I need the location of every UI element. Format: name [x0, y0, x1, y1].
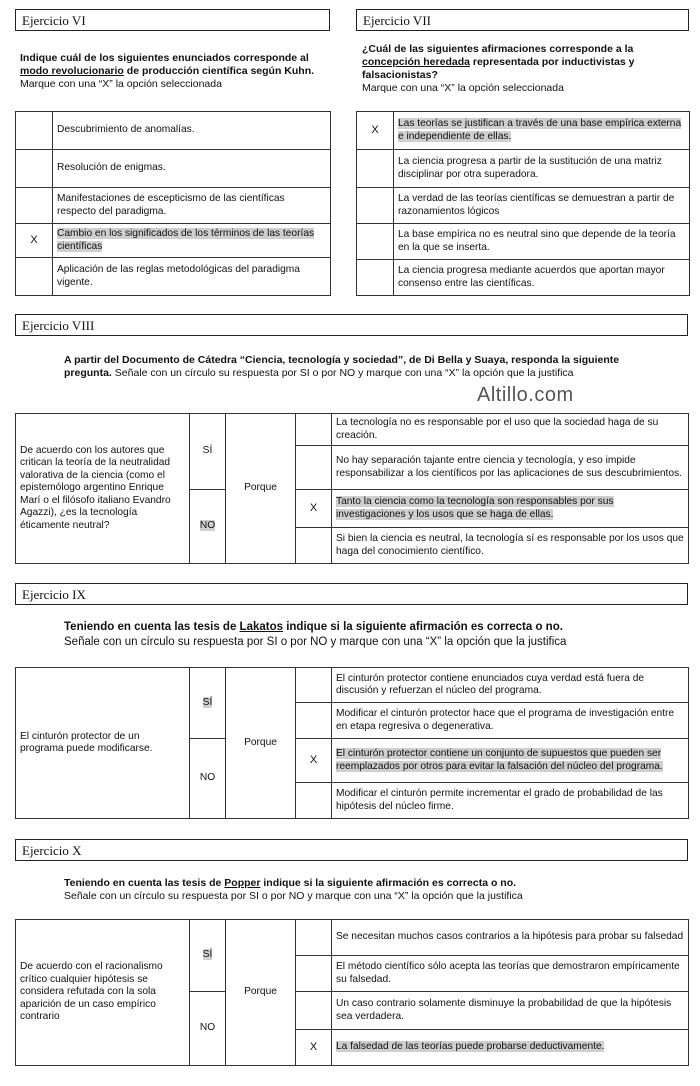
option-mark-cell[interactable]	[296, 528, 332, 564]
porque-label: Porque	[226, 414, 296, 564]
option-text-cell	[332, 490, 689, 528]
option-text-cell	[394, 112, 690, 150]
exercise-7-title: Ejercicio VII	[356, 9, 689, 31]
option-text: La ciencia progresa a partir de la sustitución de una matriz disciplinar por otra superadora.	[394, 150, 690, 188]
option-text-cell	[332, 739, 689, 783]
option-mark-cell[interactable]: X	[357, 112, 394, 150]
option-mark-cell[interactable]	[296, 414, 332, 446]
answer-si[interactable]: SÍ	[190, 414, 226, 490]
option-text-cell	[53, 224, 331, 258]
option-mark-cell[interactable]	[357, 260, 394, 296]
answer-si: SÍ	[202, 949, 213, 961]
exercise-6-options-table	[15, 111, 331, 296]
option-row[interactable]	[16, 188, 331, 224]
answer-si-cell[interactable]	[190, 668, 226, 739]
statement-cell: De acuerdo con los autores que critican la teoría de la neutralidad valorativa de la ciencia (como el epistemólogo argentino Enrique Marí o el filósofo italiano Evandro Agazzi), ¿es la tecnología éticamente neutral?	[16, 414, 190, 564]
option-mark-cell[interactable]	[296, 783, 332, 819]
option-text: Modificar el cinturón protector hace que el programa de investigación entre en etapa regresiva o degenerativa.	[332, 703, 689, 739]
option-mark-cell[interactable]	[296, 992, 332, 1030]
option-text: No hay separación tajante entre ciencia y tecnología, y eso impide responsabilizar a los científicos por las aplicaciones de sus descubrimientos.	[332, 446, 689, 490]
option-row[interactable]	[357, 188, 690, 224]
exercise-10-table	[15, 919, 689, 1066]
option-mark-cell[interactable]	[16, 112, 53, 150]
porque-label: Porque	[226, 668, 296, 819]
exercise-8-question: A partir del Documento de Cátedra “Ciencia, tecnología y sociedad”, de Di Bella y Suaya, responda la siguiente pregunta. Señale con un círculo su respuesta por SI o por NO y marque con una “X” la opción que la justifica	[64, 354, 620, 379]
option-row-selected[interactable]	[357, 112, 690, 150]
option-row[interactable]	[16, 258, 331, 296]
option-text-highlighted: La falsedad de las teorías puede probarse deductivamente.	[336, 1041, 605, 1053]
option-mark-cell[interactable]	[357, 224, 394, 260]
exercise-8-table	[15, 413, 689, 564]
statement-cell: El cinturón protector de un programa puede modificarse.	[16, 668, 190, 819]
exercise-7-options-table	[356, 111, 690, 296]
option-text-cell	[332, 1030, 689, 1066]
option-text: La base empírica no es neutral sino que depende de la teoría en la que se inserta.	[394, 224, 690, 260]
option-mark-cell[interactable]	[16, 258, 53, 296]
option-mark-cell[interactable]	[296, 920, 332, 956]
option-mark-cell[interactable]	[16, 150, 53, 188]
porque-label: Porque	[226, 920, 296, 1066]
exercise-6-title: Ejercicio VI	[15, 9, 330, 31]
option-text: La ciencia progresa mediante acuerdos que aportan mayor consenso entre las científicas.	[394, 260, 690, 296]
exercise-9-table	[15, 667, 689, 819]
option-text: La tecnología no es responsable por el uso que la sociedad haga de su creación.	[332, 414, 689, 446]
option-mark-cell[interactable]: X	[296, 490, 332, 528]
option-row[interactable]	[357, 224, 690, 260]
option-text: Manifestaciones de escepticismo de las científicas respecto del paradigma.	[53, 188, 331, 224]
option-mark-cell[interactable]: X	[16, 224, 53, 258]
option-text: La verdad de las teorías científicas se demuestran a partir de razonamientos lógicos	[394, 188, 690, 224]
option-mark-cell[interactable]: X	[296, 739, 332, 783]
exercise-7-question: ¿Cuál de las siguientes afirmaciones corresponde a la concepción heredada representada por inductivistas y falsacionistas? Marque con una “X” la opción seleccionada	[362, 43, 635, 94]
option-mark-cell[interactable]	[357, 150, 394, 188]
option-mark-cell[interactable]	[296, 446, 332, 490]
option-text: El método científico sólo acepta las teorías que demostraron empíricamente su falsedad.	[332, 956, 689, 992]
option-text: Si bien la ciencia es neutral, la tecnología sí es responsable por los usos que haga del conocimiento científico.	[332, 528, 689, 564]
option-text: Un caso contrario solamente disminuye la probabilidad de que la hipótesis sea verdadera.	[332, 992, 689, 1030]
option-text-highlighted: Cambio en los significados de los términos de las teorías científicas	[57, 228, 315, 252]
option-row[interactable]	[357, 260, 690, 296]
option-mark-cell[interactable]	[296, 956, 332, 992]
option-row[interactable]	[16, 112, 331, 150]
answer-si: SÍ	[202, 696, 213, 708]
exercise-6-question: Indique cuál de los siguientes enunciados corresponde al modo revolucionario de producción científica según Kuhn. Marque con una “X” la opción seleccionada	[20, 52, 315, 90]
answer-no[interactable]: NO	[190, 992, 226, 1066]
option-text-highlighted: Tanto la ciencia como la tecnología son responsables por sus investigaciones y los usos que se haga de ellas.	[336, 496, 614, 520]
option-mark-cell[interactable]	[16, 188, 53, 224]
option-text: Se necesitan muchos casos contrarios a la hipótesis para probar su falsedad	[332, 920, 689, 956]
exercise-9-question: Teniendo en cuenta las tesis de Lakatos indique si la siguiente afirmación es correcta o no. Señale con un círculo su respuesta por SI o por NO y marque con una “X” la opción que la justifica	[64, 621, 567, 648]
option-mark-cell[interactable]	[357, 188, 394, 224]
exercise-8-title: Ejercicio VIII	[15, 314, 688, 336]
option-text: Resolución de enigmas.	[53, 150, 331, 188]
exercise-10-title: Ejercicio X	[15, 839, 688, 861]
answer-no: NO	[199, 520, 216, 532]
option-row[interactable]	[16, 150, 331, 188]
option-text: Descubrimiento de anomalías.	[53, 112, 331, 150]
option-row[interactable]	[357, 150, 690, 188]
watermark-text: Altillo.com	[477, 384, 574, 406]
option-mark-cell[interactable]	[296, 703, 332, 739]
answer-no-cell[interactable]	[190, 490, 226, 564]
option-text: Modificar el cinturón permite incrementar el grado de probabilidad de las hipótesis del núcleo firme.	[332, 783, 689, 819]
answer-no[interactable]: NO	[190, 739, 226, 819]
option-text: El cinturón protector contiene enunciados cuya verdad está fuera de discusión y refuerzan el núcleo del programa.	[332, 668, 689, 703]
option-mark-cell[interactable]: X	[296, 1030, 332, 1066]
exercise-10-question: Teniendo en cuenta las tesis de Popper indique si la siguiente afirmación es correcta o no. Señale con un círculo su respuesta por SI o por NO y marque con una “X” la opción que la justifica	[64, 877, 523, 902]
exercise-9-title: Ejercicio IX	[15, 583, 688, 605]
answer-si-cell[interactable]	[190, 920, 226, 992]
statement-cell: De acuerdo con el racionalismo crítico cualquier hipótesis se considera refutada con la sola aparición de un caso empírico contrario	[16, 920, 190, 1066]
option-text-highlighted: El cinturón protector contiene un conjunto de supuestos que pueden ser reemplazados por otros para evitar la falsación del núcleo del programa.	[336, 748, 663, 772]
option-mark-cell[interactable]	[296, 668, 332, 703]
option-row-selected[interactable]	[16, 224, 331, 258]
option-text-highlighted: Las teorías se justifican a través de una base empírica externa e independiente de ellas.	[398, 118, 682, 142]
option-text: Aplicación de las reglas metodológicas del paradigma vigente.	[53, 258, 331, 296]
